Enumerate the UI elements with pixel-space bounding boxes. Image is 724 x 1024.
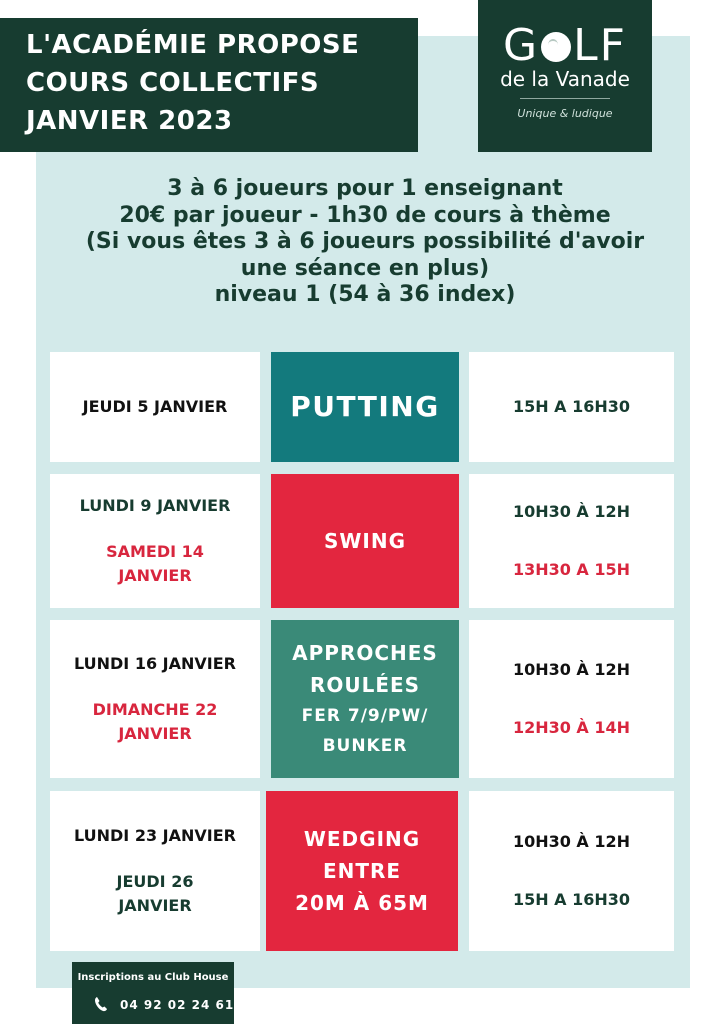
date-label: JANVIER xyxy=(118,566,192,585)
topic-label: SWING xyxy=(323,529,407,553)
info-line: une séance en plus) xyxy=(240,255,490,281)
date-label: JANVIER xyxy=(118,724,192,743)
time-label: 10H30 À 12H xyxy=(512,660,631,679)
logo-divider xyxy=(520,98,610,99)
topic-cell xyxy=(271,474,459,608)
date-label: LUNDI 9 JANVIER xyxy=(79,496,231,515)
info-line: 3 à 6 joueurs pour 1 enseignant xyxy=(167,176,563,201)
date-label: JEUDI 26 xyxy=(116,872,194,891)
info-line: (Si vous êtes 3 à 6 joueurs possibilité d'avoir xyxy=(85,229,645,254)
contact-label: Inscriptions au Club House xyxy=(77,972,229,983)
phone-icon xyxy=(94,996,108,1012)
topic-label: ROULÉES xyxy=(309,673,421,697)
time-label: 15H A 16H30 xyxy=(512,890,631,909)
contact-box xyxy=(72,962,234,1024)
golf-logo xyxy=(478,0,652,152)
topic-label: ENTRE xyxy=(322,859,402,883)
date-cell xyxy=(50,352,260,462)
title-line: L'ACADÉMIE PROPOSE xyxy=(26,30,360,60)
time-label: 13H30 A 15H xyxy=(512,560,631,579)
logo-tagline: Unique & ludique xyxy=(517,107,613,120)
date-label: LUNDI 23 JANVIER xyxy=(74,826,236,845)
topic-label: FER 7/9/PW/ xyxy=(301,706,429,726)
date-label: DIMANCHE 22 xyxy=(92,700,218,719)
topic-label: WEDGING xyxy=(303,827,421,851)
title-line: JANVIER 2023 xyxy=(26,106,233,136)
time-cell xyxy=(469,352,674,462)
topic-label: 20M À 65M xyxy=(295,891,429,915)
topic-label: BUNKER xyxy=(322,736,408,756)
date-label: SAMEDI 14 xyxy=(106,542,204,561)
date-label: JANVIER xyxy=(118,896,192,915)
date-cell xyxy=(50,791,260,951)
date-cell xyxy=(50,474,260,608)
topic-cell xyxy=(266,791,458,951)
info-line: niveau 1 (54 à 36 index) xyxy=(214,282,516,307)
topic-cell xyxy=(271,620,459,778)
phone-number: 04 92 02 24 61 xyxy=(120,998,235,1012)
time-label: 15H A 16H30 xyxy=(512,397,631,416)
title-line: COURS COLLECTIFS xyxy=(26,68,320,98)
date-label: LUNDI 16 JANVIER xyxy=(74,654,236,673)
topic-label: APPROCHES xyxy=(292,641,438,665)
logo-wordmark: G LF xyxy=(503,20,627,71)
time-cell xyxy=(469,474,674,608)
info-line: 20€ par joueur - 1h30 de cours à thème xyxy=(119,202,611,228)
course-info xyxy=(40,176,690,309)
date-label: JEUDI 5 JANVIER xyxy=(82,397,228,416)
golf-ball-icon xyxy=(541,32,571,62)
logo-subtitle: de la Vanade xyxy=(500,67,630,91)
topic-cell xyxy=(271,352,459,462)
time-cell xyxy=(469,791,674,951)
topic-label: PUTTING xyxy=(290,390,440,423)
time-cell xyxy=(469,620,674,778)
time-label: 10H30 À 12H xyxy=(512,832,631,851)
time-label: 10H30 À 12H xyxy=(512,502,631,521)
time-label: 12H30 À 14H xyxy=(512,718,631,737)
date-cell xyxy=(50,620,260,778)
title-banner xyxy=(0,18,418,152)
